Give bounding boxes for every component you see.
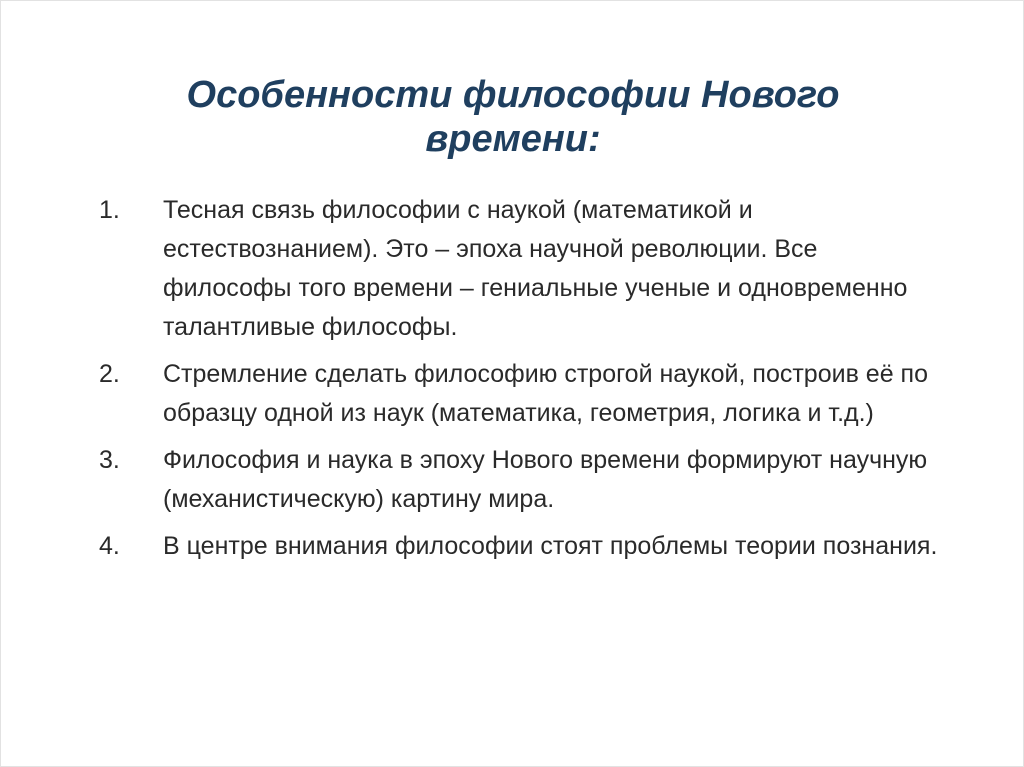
slide-title — [61, 73, 965, 161]
list-item — [99, 355, 939, 433]
list-item-text: Стремление сделать философию строгой наукой, построив её по образцу одной из наук (математика, геометрия, логика и т.д.) — [163, 360, 928, 427]
list-item-number: 4. — [99, 532, 120, 560]
list-item-number: 2. — [99, 360, 120, 388]
list-item — [99, 527, 939, 566]
title-line-1: Особенности философии Нового — [186, 74, 840, 116]
list-item — [99, 191, 939, 347]
title-line-2: времени: — [425, 118, 601, 160]
list-item — [99, 441, 939, 519]
features-list — [99, 191, 939, 574]
list-item-text: Тесная связь философии с наукой (математикой и естествознанием). Это – эпоха научной революции. Все философы того времени – гениальные ученые и одновременно талантливые философы. — [163, 196, 908, 341]
list-item-number: 1. — [99, 196, 120, 224]
list-item-text: Философия и наука в эпоху Нового времени формируют научную (механистическую) картину мира. — [163, 446, 928, 513]
list-item-text: В центре внимания философии стоят проблемы теории познания. — [163, 532, 938, 560]
list-item-number: 3. — [99, 446, 120, 474]
